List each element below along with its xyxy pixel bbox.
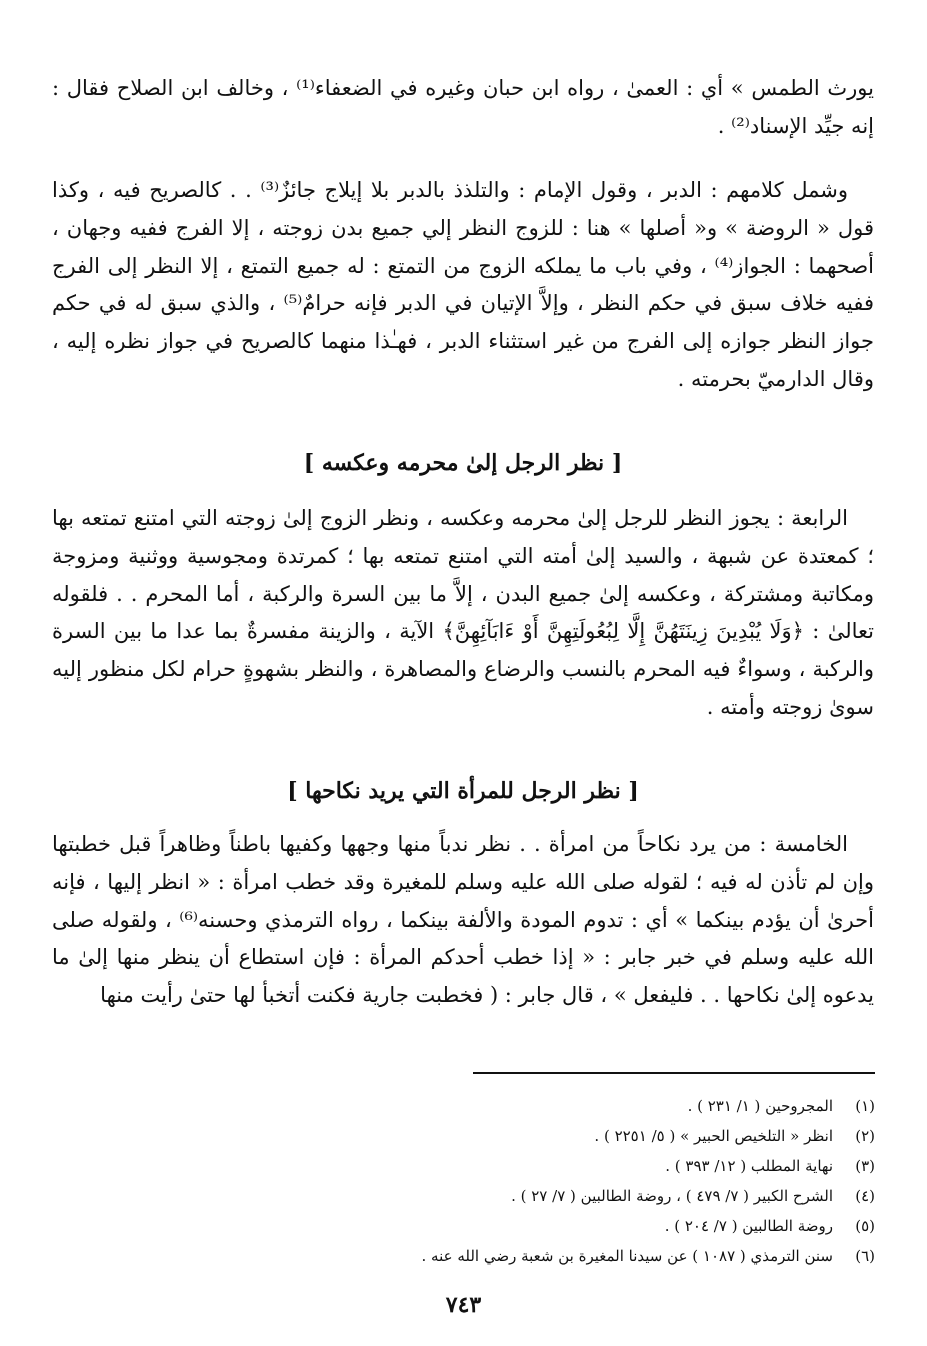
paragraph-dubur-ruling [52, 172, 874, 399]
paragraph-text: وشمل كلامهم : الدبر ، وقول الإمام : والتلذذ بالدبر بلا إيلاج جائزٌ⁽³⁾ . . كالصريح فيه ، وكذا قول « الروضة » و« أصلها » هنا : للزوج النظر إلي جميع بدن زوجته ، إلا الفرج ففيه وجهان ، أصحهما : الجواز⁽⁴⁾ ، وفي باب ما يملكه الزوج من التمتع : له جميع التمتع ، إلا النظر إلى الفرج ففيه خلاف سبق في حكم النظر ، وإلاَّ الإتيان في الدبر فإنه حرامٌ⁽⁵⁾ ، والذي سبق له في حكم جواز النظر جوازه إلى الفرج من غير استثناء الدبر ، فهـٰذا منهما كالصريح في جواز نظره إليه ، وقال الدارميّ بحرمته . [52, 178, 874, 391]
footnote-item [53, 1211, 875, 1241]
paragraph-text: الرابعة : يجوز النظر للرجل إلىٰ محرمه وعكسه ، ونظر الزوج إلىٰ زوجته التي امتنع تمتعه بها ؛ كمعتدة عن شبهة ، والسيد إلىٰ أمته التي امتنع تمتعه بها ؛ كمرتدة ومجوسية ووثنية ومزوجة ومكاتبة ومشتركة ، وعكسه إلىٰ جميع البدن ، إلاَّ ما بين السرة والركبة ، أما المحرم . . فلقوله تعالىٰ : ﴿وَلَا يُبْدِينَ زِينَتَهُنَّ إِلَّا لِبُعُولَتِهِنَّ أَوْ ءَابَآئِهِنَّ﴾ الآية ، والزينة مفسرةٌ بما عدا ما بين السرة والركبة ، وسواءٌ فيه المحرم بالنسب والرضاع والمصاهرة ، والنظر بشهوةٍ حرام لكل منظور إليه سوىٰ زوجته وأمته . [52, 506, 874, 719]
page-number: ٧٤٣ [445, 1292, 482, 1318]
footnote-text: نهاية المطلب ( ١٢/ ٣٩٣ ) . [665, 1157, 833, 1175]
footnote-number: (١) [855, 1097, 875, 1115]
paragraph-continuation: يورث الطمس » أي : العمىٰ ، رواه ابن حبان وغيره في الضعفاء⁽¹⁾ ، وخالف ابن الصلاح فقال : إنه جيِّد الإسناد⁽²⁾ . [52, 76, 874, 138]
footnote-item [53, 1151, 875, 1181]
footnotes [53, 1091, 875, 1271]
footnote-text: سنن الترمذي ( ١٠٨٧ ) عن سيدنا المغيرة بن شعبة رضي الله عنه . [421, 1247, 833, 1265]
paragraph-fifth-issue [52, 826, 874, 1015]
footnote-item [53, 1241, 875, 1271]
footnote-text: المجروحين ( ١/ ٢٣١ ) . [687, 1097, 833, 1115]
footnote-number: (٦) [855, 1247, 875, 1265]
paragraph-fourth-issue [52, 500, 874, 727]
paragraph-text: الخامسة : من يرد نكاحاً من امرأة . . نظر ندباً منها وجهها وكفيها باطناً وظاهراً قبل خطبتها وإن لم تأذن له فيه ؛ لقوله صلى الله عليه وسلم للمغيرة وقد خطب امرأة : « انظر إليها ، فإنه أحرىٰ أن يؤدم بينكما » أي : تدوم المودة والألفة بينكما ، رواه الترمذي وحسنه⁽⁶⁾ ، ولقوله صلى الله عليه وسلم في خبر جابر : « إذا خطب أحدكم المرأة : فإن استطاع أن ينظر منها إلىٰ ما يدعوه إلىٰ نكاحها . . فليفعل » ، قال جابر : ( فخطبت جارية فكنت أتخبأ لها حتىٰ رأيت منها [52, 832, 874, 1008]
footnote-text: انظر « التلخيص الحبير » ( ٥/ ٢٢٥١ ) . [594, 1127, 833, 1145]
footnote-separator [473, 1072, 875, 1074]
footnote-item [53, 1091, 875, 1121]
footnote-item [53, 1121, 875, 1151]
section-heading-mahram: [ نظر الرجل إلىٰ محرمه وعكسه ] [303, 450, 623, 476]
footnote-number: (٤) [855, 1187, 875, 1205]
footnote-text: الشرح الكبير ( ٧/ ٤٧٩ ) ، روضة الطالبين ( ٧/ ٢٧ ) . [511, 1187, 833, 1205]
footnote-text: روضة الطالبين ( ٧/ ٢٠٤ ) . [664, 1217, 833, 1235]
footnote-number: (٥) [855, 1217, 875, 1235]
footnote-number: (٢) [855, 1127, 875, 1145]
footnote-item [53, 1181, 875, 1211]
section-heading-prospective-bride: [ نظر الرجل للمرأة التي يريد نكاحها ] [287, 778, 639, 804]
footnote-number: (٣) [855, 1157, 875, 1175]
